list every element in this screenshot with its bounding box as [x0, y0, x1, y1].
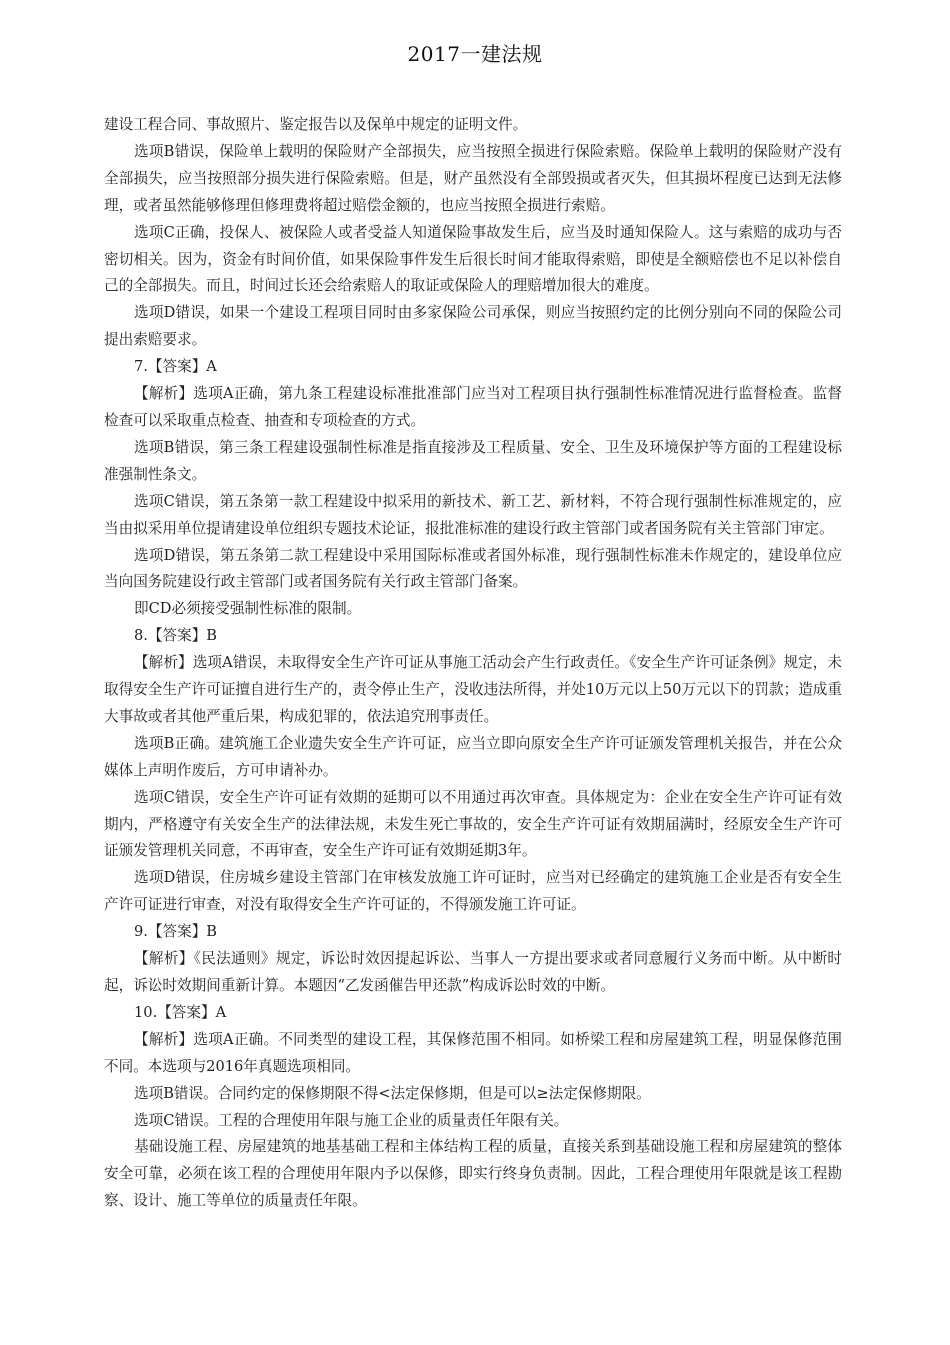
- paragraph: 【解析】选项A正确。不同类型的建设工程，其保修范围不相同。如桥梁工程和房屋建筑工程，明显保修范围不同。本选项与2016年真题选项相同。: [104, 1030, 842, 1075]
- paragraph: 基础设施工程、房屋建筑的地基基础工程和主体结构工程的质量，直接关系到基础设施工程和房屋建筑的整体安全可靠，必须在该工程的合理使用年限内予以保修，即实行终身负责制。因此，工程合理使用年限就是该工程勘察、设计、施工等单位的质量责任年限。: [104, 1138, 842, 1210]
- paragraph: 选项C错误，第五条第一款工程建设中拟采用的新技术、新工艺、新材料，不符合现行强制性标准规定的，应当由拟采用单位提请建设单位组织专题技术论证，报批准标准的建设行政主管部门或者国务院有关主管部门审定。: [104, 492, 842, 537]
- paragraph: 选项B错误，第三条工程建设强制性标准是指直接涉及工程质量、安全、卫生及环境保护等方面的工程建设标准强制性条文。: [104, 438, 842, 483]
- paragraph: 【解析】《民法通则》规定，诉讼时效因提起诉讼、当事人一方提出要求或者同意履行义务而中断。从中断时起，诉讼时效期间重新计算。本题因“乙发函催告甲还款”构成诉讼时效的中断。: [104, 950, 842, 994]
- paragraph: 即CD必须接受强制性标准的限制。: [134, 600, 362, 618]
- page-title: 2017一建法规: [407, 42, 543, 66]
- paragraph: 选项D错误，住房城乡建设主管部门在审核发放施工许可证时，应当对已经确定的建筑施工企业是否有安全生产许可证进行审查，对没有取得安全生产许可证的，不得颁发施工许可证。: [104, 869, 842, 914]
- paragraph: 选项D错误，如果一个建设工程项目同时由多家保险公司承保，则应当按照约定的比例分别向不同的保险公司提出索赔要求。: [104, 304, 842, 349]
- answer-heading: 8.【答案】B: [134, 627, 218, 645]
- paragraph: 选项C正确，投保人、被保险人或者受益人知道保险事故发生后，应当及时通知保险人。这与索赔的成功与否密切相关。因为，资金有时间价值，如果保险事件发生后很长时间才能取得索赔，即使是全额赔偿也不足以补偿自己的全部损失。而且，时间过长还会给索赔人的取证或保险人的理赔增加很大的难度。: [104, 223, 842, 295]
- paragraph: 【解析】选项A错误，未取得安全生产许可证从事施工活动会产生行政责任。《安全生产许可证条例》规定，未取得安全生产许可证擅自进行生产的，责令停止生产，没收违法所得，并处10万元以上50万元以下的罚款；造成重大事故或者其他严重后果，构成犯罪的，依法追究刑事责任。: [104, 654, 842, 725]
- document-body: [104, 112, 842, 1215]
- answer-heading: 9.【答案】B: [134, 923, 218, 941]
- paragraph: 【解析】选项A正确，第九条工程建设标准批准部门应当对工程项目执行强制性标准情况进行监督检查。监督检查可以采取重点检查、抽查和专项检查的方式。: [104, 385, 842, 429]
- paragraph: 选项B错误，保险单上载明的保险财产全部损失，应当按照全损进行保险索赔。保险单上载明的保险财产没有全部损失，应当按照部分损失进行保险索赔。但是，财产虽然没有全部毁损或者灭失，但其损坏程度已达到无法修理，或者虽然能够修理但修理费将超过赔偿金额的，也应当按照全损进行索赔。: [104, 142, 842, 214]
- answer-heading: 7.【答案】A: [134, 358, 217, 376]
- paragraph: 选项C错误。工程的合理使用年限与施工企业的质量责任年限有关。: [134, 1111, 569, 1129]
- paragraph: 选项C错误，安全生产许可证有效期的延期可以不用通过再次审查。具体规定为：企业在安全生产许可证有效期内，严格遵守有关安全生产的法律法规，未发生死亡事故的，安全生产许可证有效期届满时，经原安全生产许可证颁发管理机关同意，不再审查，安全生产许可证有效期延期3年。: [104, 788, 842, 860]
- paragraph: 选项B错误。合同约定的保修期限不得<法定保修期，但是可以≥法定保修期限。: [134, 1084, 651, 1102]
- paragraph: 选项B正确。建筑施工企业遗失安全生产许可证，应当立即向原安全生产许可证颁发管理机关报告，并在公众媒体上声明作废后，方可申请补办。: [104, 734, 842, 779]
- paragraph: 建设工程合同、事故照片、鉴定报告以及保单中规定的证明文件。: [104, 116, 528, 133]
- answer-heading: 10.【答案】A: [134, 1003, 227, 1021]
- paragraph: 选项D错误，第五条第二款工程建设中采用国际标准或者国外标准，现行强制性标准未作规定的，建设单位应当向国务院建设行政主管部门或者国务院有关行政主管部门备案。: [104, 546, 842, 591]
